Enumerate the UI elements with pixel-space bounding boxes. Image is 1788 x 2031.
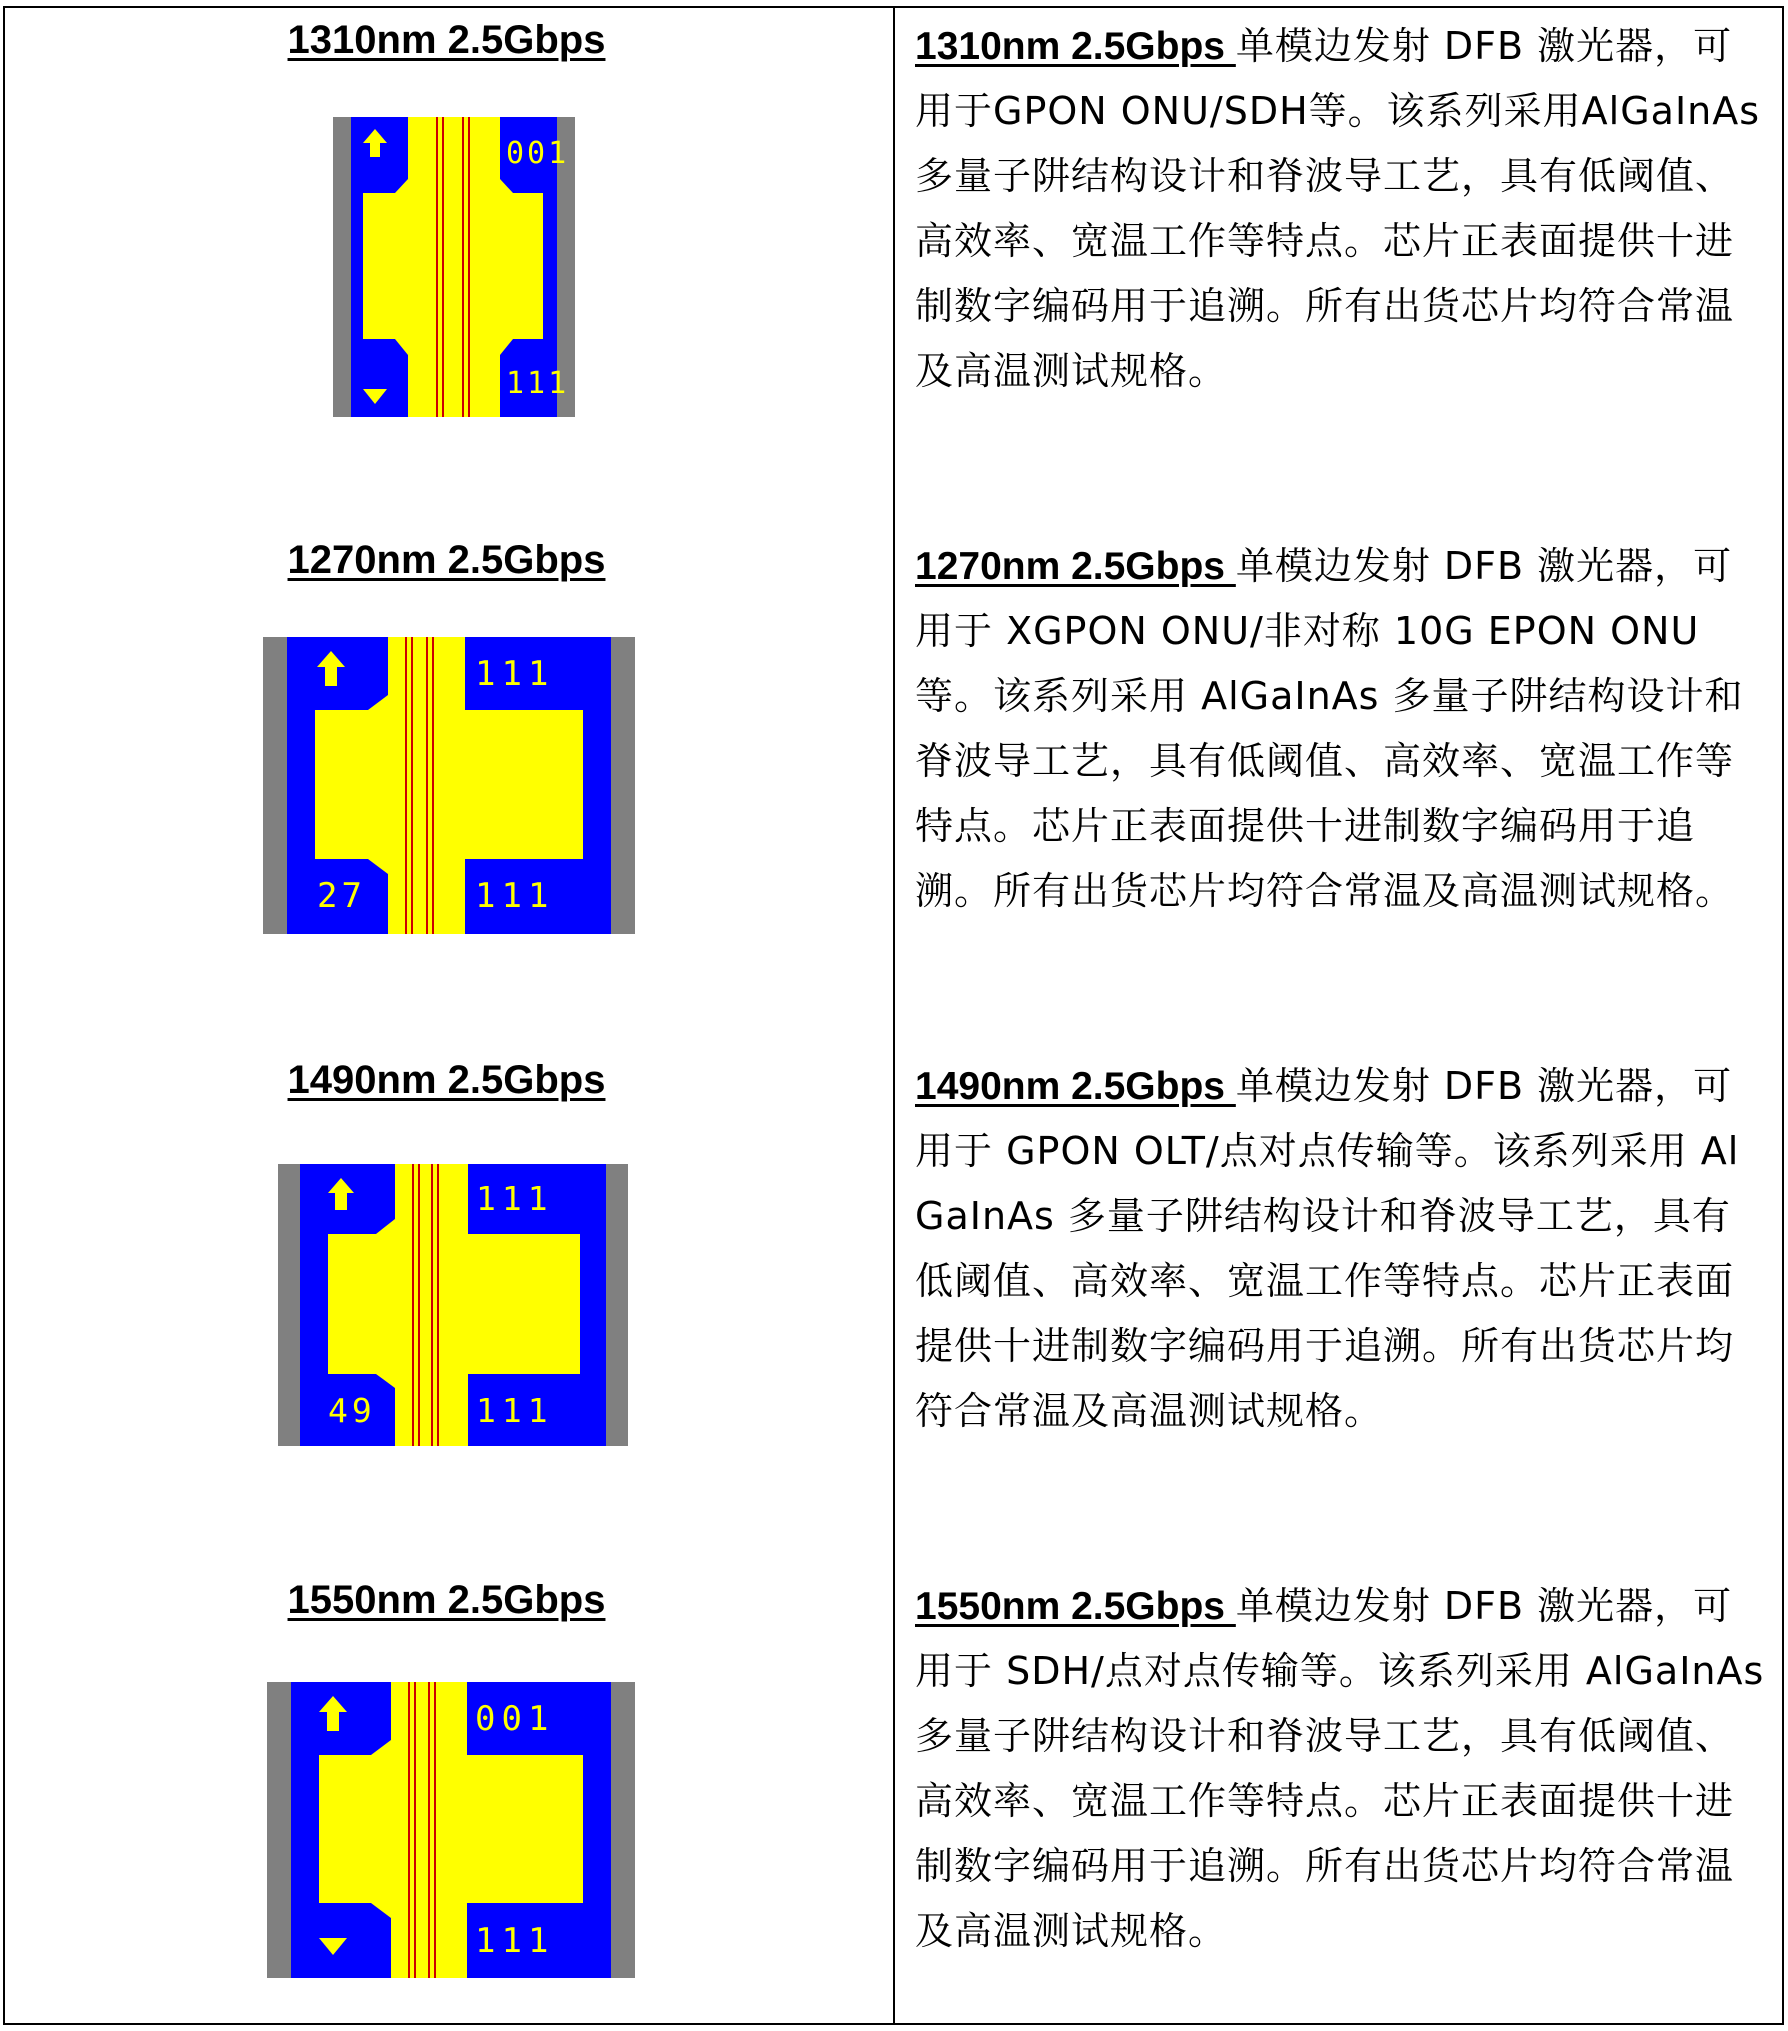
right-edge (611, 1682, 635, 1978)
description-lead: 1270nm 2.5Gbps (915, 545, 1236, 588)
chip-bottom-code: 111 (475, 1921, 555, 1961)
left-edge (267, 1682, 291, 1978)
chip-layout-diagram (267, 1682, 635, 1978)
chip-corner-code: 27 (317, 876, 366, 916)
chip-svg (333, 117, 575, 417)
column-divider (893, 6, 895, 2025)
left-edge (278, 1164, 300, 1446)
description-lead: 1550nm 2.5Gbps (915, 1585, 1236, 1628)
product-description (915, 1054, 1765, 1444)
chip-layout-diagram (263, 637, 635, 934)
product-description (915, 534, 1765, 924)
chip-top-code: 001 (506, 136, 570, 171)
right-edge (611, 637, 635, 934)
product-description (915, 1574, 1765, 1964)
left-edge (263, 637, 287, 934)
left-edge (333, 117, 351, 417)
product-title: 1270nm 2.5Gbps (287, 538, 606, 582)
chip-layout-diagram (278, 1164, 628, 1446)
product-title: 1490nm 2.5Gbps (287, 1058, 606, 1102)
product-title: 1550nm 2.5Gbps (287, 1578, 606, 1622)
right-edge (606, 1164, 628, 1446)
chip-top-code: 111 (476, 1179, 554, 1218)
chip-svg (267, 1682, 635, 1978)
product-description (915, 14, 1765, 404)
description-lead: 1310nm 2.5Gbps (915, 25, 1236, 68)
chip-layout-diagram (333, 117, 575, 417)
chip-top-code: 111 (475, 654, 555, 694)
description-body: 单模边发射 DFB 激光器，可用于 XGPON ONU/非对称 10G EPON ONU 等。该系列采用 AlGaInAs 多量子阱结构设计和脊波导工艺，具有低阈值、高效率、宽温工作等特点。芯片正表面提供十进制数字编码用于追溯。所有出货芯片均符合常温及高温测试规格。 (915, 544, 1744, 913)
description-body: 单模边发射 DFB 激光器，可用于 GPON OLT/点对点传输等。该系列采用 AlGaInAs 多量子阱结构设计和脊波导工艺，具有低阈值、高效率、宽温工作等特点。芯片正表面提供十进制数字编码用于追溯。所有出货芯片均符合常温及高温测试规格。 (915, 1064, 1740, 1433)
chip-top-code: 001 (475, 1699, 555, 1739)
ridge (435, 117, 473, 417)
description-body: 单模边发射 DFB 激光器，可用于GPON ONU/SDH等。该系列采用AlGaInAs多量子阱结构设计和脊波导工艺，具有低阈值、高效率、宽温工作等特点。芯片正表面提供十进制数字编码用于追溯。所有出货芯片均符合常温及高温测试规格。 (915, 24, 1761, 393)
chip-svg (278, 1164, 628, 1446)
chip-bottom-code: 111 (506, 366, 570, 401)
description-body: 单模边发射 DFB 激光器，可用于 SDH/点对点传输等。该系列采用 AlGaInAs 多量子阱结构设计和脊波导工艺，具有低阈值、高效率、宽温工作等特点。芯片正表面提供十进制数字编码用于追溯。所有出货芯片均符合常温及高温测试规格。 (915, 1584, 1765, 1953)
product-title: 1310nm 2.5Gbps (287, 18, 606, 62)
chip-bottom-code: 111 (475, 876, 555, 916)
chip-bottom-code: 111 (476, 1391, 554, 1430)
chip-svg (263, 637, 635, 934)
chip-corner-code: 49 (328, 1391, 376, 1430)
description-lead: 1490nm 2.5Gbps (915, 1065, 1236, 1108)
